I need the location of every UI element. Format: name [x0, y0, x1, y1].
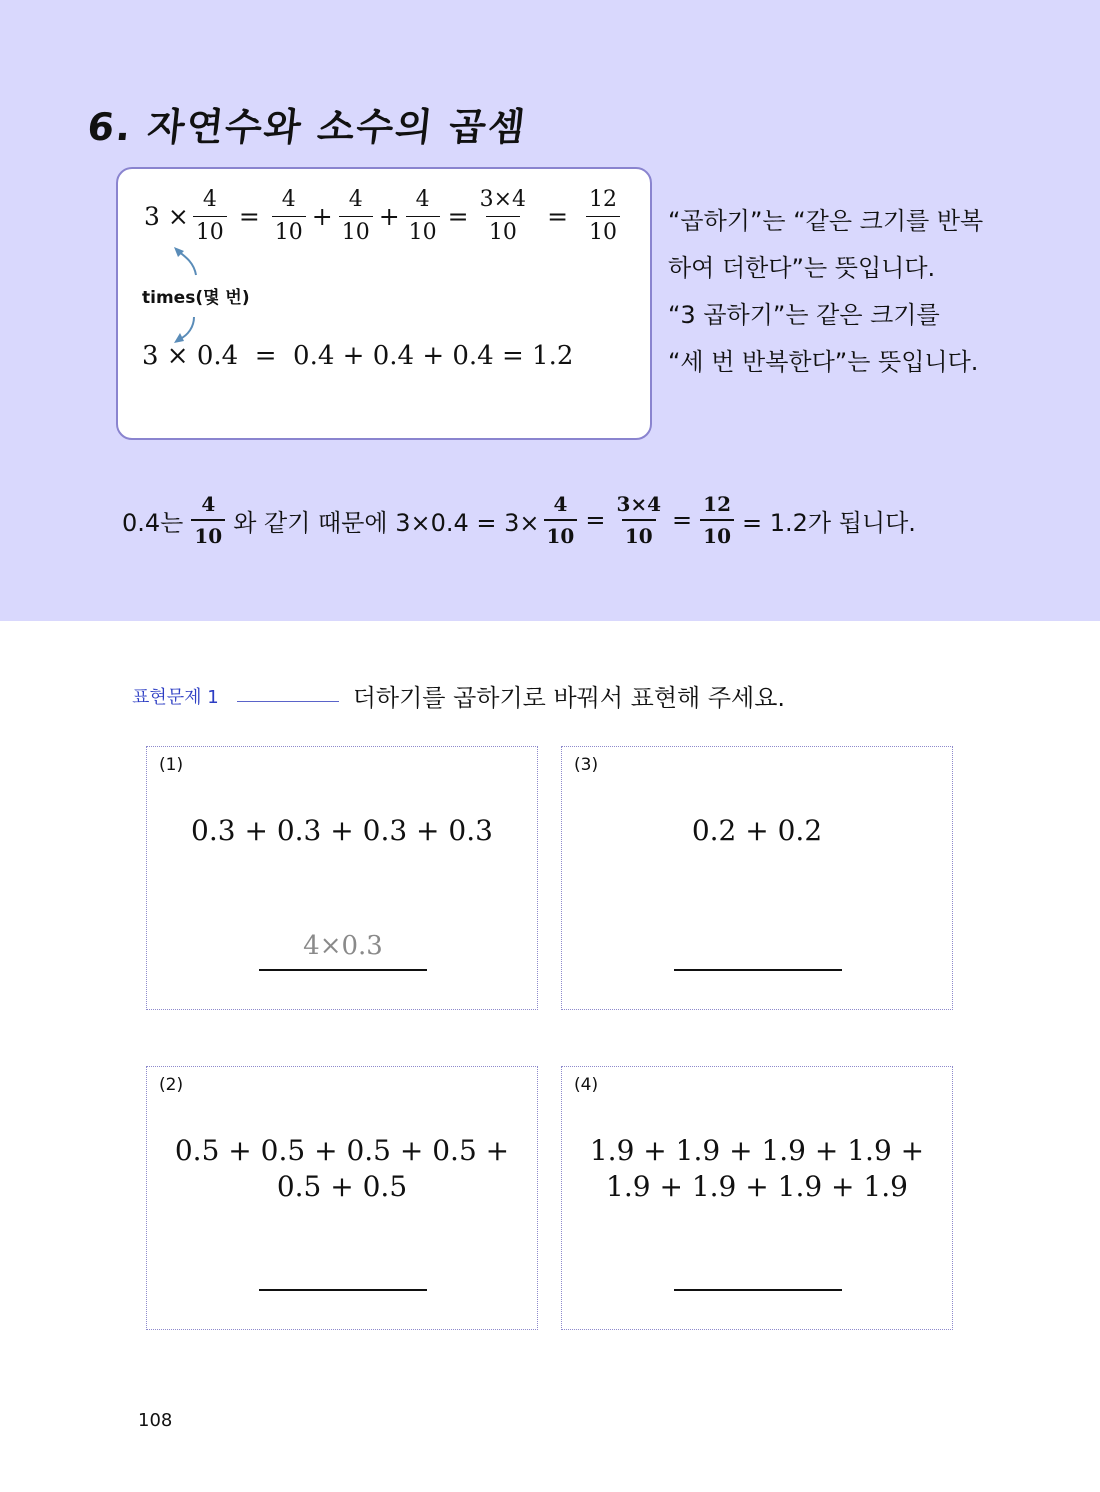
fraction [193, 189, 227, 244]
operator: = [447, 202, 469, 231]
operator: + [311, 202, 333, 231]
summary-text: 와 같기 때문에 3×0.4 = 3× [233, 508, 540, 537]
denominator: 10 [406, 216, 440, 244]
numerator: 3×4 [616, 492, 662, 516]
problem-card-2 [146, 1066, 538, 1330]
expression-line: 0.5 + 0.5 [276, 1170, 408, 1203]
operator: = [238, 202, 260, 231]
numerator: 4 [415, 187, 430, 212]
card-expression [147, 813, 537, 849]
concept-box [116, 167, 652, 440]
answer-text: 4×0.3 [303, 931, 383, 961]
fraction [272, 189, 306, 244]
summary-text: = [672, 506, 693, 534]
explanation-text [668, 198, 998, 386]
card-expression [562, 1133, 952, 1205]
numerator: 12 [703, 492, 731, 516]
numerator: 4 [281, 187, 296, 212]
fraction [191, 494, 225, 546]
summary-text: = [585, 506, 606, 534]
denominator: 10 [544, 519, 578, 546]
problem-card-3 [561, 746, 953, 1010]
expression-line: 0.5 + 0.5 + 0.5 + 0.5 + [174, 1134, 510, 1167]
explanation-line: “세 번 반복한다”는 뜻입니다. [668, 348, 979, 376]
answer-blank[interactable] [674, 1249, 842, 1291]
numerator: 4 [553, 492, 568, 516]
explanation-line: 하여 더한다”는 뜻입니다. [668, 254, 936, 282]
fraction [477, 189, 529, 244]
explanation-line: “곱하기”는 “같은 크기를 반복 [668, 207, 984, 235]
card-number: (4) [574, 1075, 599, 1095]
problem-card-4 [561, 1066, 953, 1330]
decimal-equation: 3 × 0.4 = 0.4 + 0.4 + 0.4 = 1.2 [142, 341, 574, 371]
summary-text: 0.4는 [122, 508, 184, 537]
numerator: 3×4 [479, 187, 527, 212]
operator: = [547, 202, 569, 231]
eq-lead: 3 × [144, 202, 189, 231]
denominator: 10 [486, 216, 520, 244]
fraction [544, 494, 578, 546]
denominator: 10 [586, 216, 620, 244]
card-number: (2) [159, 1075, 184, 1095]
numerator: 4 [348, 187, 363, 212]
denominator: 10 [193, 216, 227, 244]
fraction [339, 189, 373, 244]
numerator: 4 [202, 187, 217, 212]
answer-blank[interactable] [259, 1249, 427, 1291]
card-number: (1) [159, 755, 184, 775]
problem-instruction: 더하기를 곱하기로 바꿔서 표현해 주세요. [352, 684, 786, 712]
expression-line: 0.2 + 0.2 [691, 814, 823, 847]
fraction [406, 189, 440, 244]
operator: + [378, 202, 400, 231]
times-label: times(몇 번) [142, 288, 250, 308]
denominator: 10 [700, 519, 734, 546]
divider [237, 701, 339, 702]
card-expression [562, 813, 952, 849]
summary-sentence [122, 494, 916, 546]
fraction [586, 189, 620, 244]
card-number: (3) [574, 755, 599, 775]
fraction [700, 494, 734, 546]
denominator: 10 [622, 519, 656, 546]
summary-text: = 1.2가 됩니다. [742, 508, 916, 537]
page-title: 6. 자연수와 소수의 곱셈 [85, 105, 529, 149]
numerator: 12 [589, 187, 618, 212]
explanation-line: “3 곱하기”는 같은 크기를 [668, 301, 940, 329]
answer-blank[interactable] [674, 929, 842, 971]
problem-header [132, 678, 785, 713]
expression-line: 1.9 + 1.9 + 1.9 + 1.9 + [589, 1134, 925, 1167]
page-number: 108 [138, 1410, 173, 1431]
expression-line: 1.9 + 1.9 + 1.9 + 1.9 [606, 1170, 908, 1203]
numerator: 4 [201, 492, 216, 516]
card-expression [147, 1133, 537, 1205]
fraction-equation [144, 189, 624, 244]
problem-card-1 [146, 746, 538, 1010]
denominator: 10 [339, 216, 373, 244]
denominator: 10 [272, 216, 306, 244]
expression-line: 0.3 + 0.3 + 0.3 + 0.3 [191, 814, 493, 847]
denominator: 10 [191, 519, 225, 546]
problem-label: 표현문제 1 [132, 686, 219, 708]
answer-blank[interactable] [259, 929, 427, 971]
fraction [613, 494, 664, 546]
